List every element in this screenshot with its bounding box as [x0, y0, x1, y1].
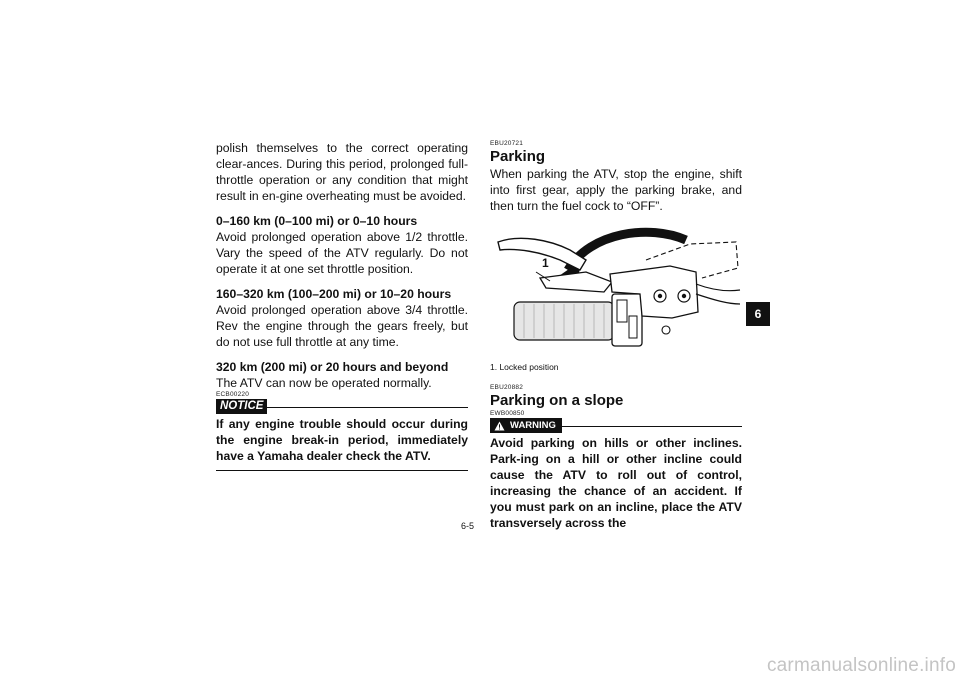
intro-paragraph: polish themselves to the correct operating clear-ances. During this period, prolonged full-throttle operation or any condition that might result in en-gine overheating must be avoided.	[216, 141, 468, 203]
figure-callout: 1	[542, 256, 549, 270]
warning-triangle-icon	[494, 421, 505, 431]
lock-lever-icon	[540, 272, 612, 292]
section-heading-1: 0–160 km (0–100 mi) or 0–10 hours	[216, 214, 418, 228]
parking-title: Parking	[490, 148, 546, 165]
locking-arrow-icon	[568, 232, 686, 270]
notice-text: If any engine trouble should occur during the engine break-in period, immediately have a Yamaha dealer check the ATV.	[216, 417, 468, 463]
notice-label: NOTICE	[216, 399, 267, 414]
right-column	[490, 140, 742, 531]
parking-code: EBU20721	[490, 140, 524, 147]
chapter-tab: 6	[746, 302, 770, 326]
left-column	[216, 140, 468, 471]
section-body-3: The ATV can now be operated normally.	[216, 376, 432, 390]
warning-rule	[562, 426, 742, 427]
slope-code: EBU20882	[490, 384, 524, 391]
section-body-2: Avoid prolonged operation above 3/4 throttle. Rev the engine through the gears freely, but do not use full throttle at any time.	[216, 303, 468, 349]
brake-lever-illustration	[490, 220, 742, 348]
watermark-text: carmanualsonline.info	[766, 655, 956, 676]
parking-body: When parking the ATV, stop the engine, shift into first gear, apply the parking brake, and then turn the fuel cock to “OFF”.	[490, 167, 742, 213]
section-heading-2: 160–320 km (100–200 mi) or 10–20 hours	[216, 287, 452, 301]
parking-brake-figure	[490, 220, 742, 348]
warning-code: EWB00850	[490, 410, 525, 417]
page-number: 6-5	[461, 521, 475, 531]
notice-header	[216, 399, 468, 414]
notice-code: ECB00220	[216, 391, 250, 398]
warning-label: WARNING	[510, 420, 556, 431]
warning-tag	[490, 418, 562, 433]
slope-title: Parking on a slope	[490, 392, 624, 409]
figure-caption: 1. Locked position	[490, 362, 559, 372]
warning-header	[490, 418, 742, 433]
warning-text: Avoid parking on hills or other inclines. Park-ing on a hill or other incline could cause the ATV to roll out of control, increasing the chance of an accident. If you must park on an incline, place the ATV transversely across the	[490, 436, 742, 530]
notice-end-rule	[216, 470, 468, 471]
section-heading-3: 320 km (200 mi) or 20 hours and beyond	[216, 360, 449, 374]
notice-rule	[267, 407, 468, 408]
section-body-1: Avoid prolonged operation above 1/2 throttle. Vary the speed of the ATV regularly. Do not operate it at one set throttle position.	[216, 230, 468, 276]
